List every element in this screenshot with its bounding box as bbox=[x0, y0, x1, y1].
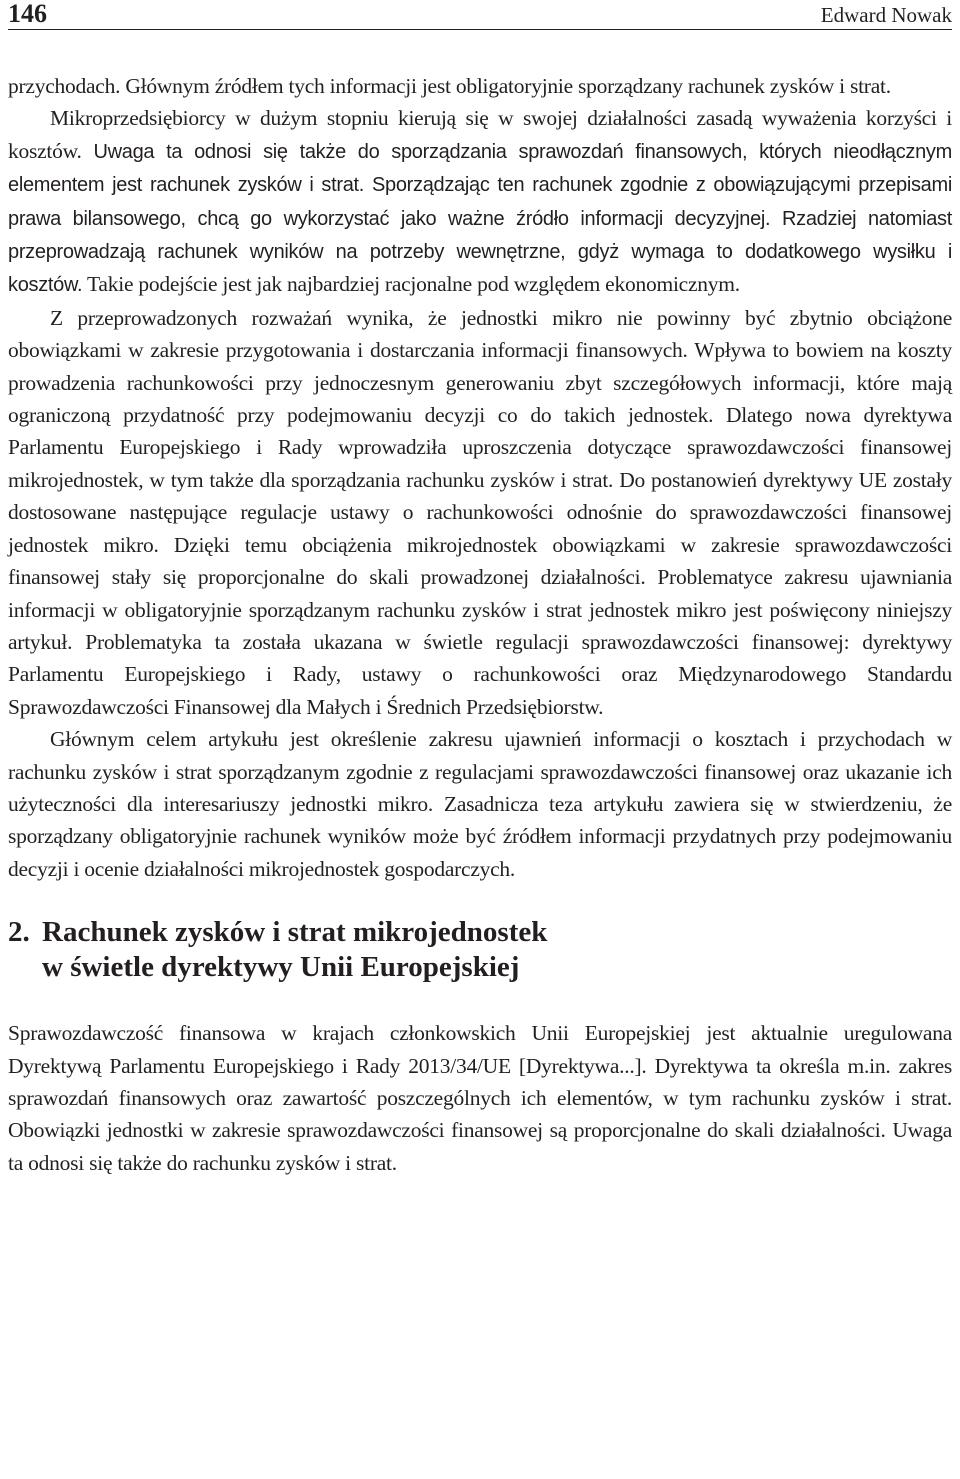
section-title-line: Rachunek zysków i strat mikrojednostek bbox=[42, 916, 548, 949]
section-body bbox=[8, 1017, 952, 1179]
paragraph-text: Głównym celem artykułu jest określenie zakresu ujawnień informacji o kosztach i przychodach w rachunku zysków i strat sporządzanym zgodnie z regulacjami sprawozdawczości finansowej oraz ukazanie ich użyteczności dla interesariuszy jednostki mikro. Zasadnicza teza artykułu zawiera się w stwierdzeniu, że sporządzany obligatoryjnie rachunek wyników może być źródłem informacji przydatnych przy podejmowaniu decyzji i ocenie działalności mikrojednostek gospodarczych. bbox=[8, 727, 952, 881]
paragraph-text: Sprawozdawczość finansowa w krajach członkowskich Unii Europejskiej jest aktualnie uregulowana Dyrektywą Parlamentu Europejskiego i Rady 2013/34/UE [Dyrektywa...]. Dyrektywa ta określa m.in. zakres sprawozdań finansowych oraz zawartość poszczególnych ich elementów, w tym rachunku zysków i strat. Obowiązki jednostki w zakresie sprawozdawczości finansowej są proporcjonalne do skali działalności. Uwaga ta odnosi się także do rachunku zysków i strat. bbox=[8, 1021, 952, 1175]
paragraph bbox=[8, 1017, 952, 1179]
paragraph-text: Takie podejście jest jak najbardziej racjonalne pod względem ekonomicznym. bbox=[82, 272, 740, 297]
paragraph bbox=[8, 302, 952, 723]
section-number: 2. bbox=[8, 916, 30, 949]
running-header-author: Edward Nowak bbox=[820, 3, 952, 27]
page-number: 146 bbox=[8, 0, 47, 28]
paragraph bbox=[8, 102, 952, 301]
paragraph bbox=[8, 723, 952, 885]
body-text bbox=[8, 70, 952, 885]
paragraph-text: Z przeprowadzonych rozważań wynika, że jednostki mikro nie powinny być zbytnio obciążone obowiązkami w zakresie przygotowania i dostarczania informacji finansowych. Wpływa to bowiem na koszty prowadzenia rachunkowości przy jednoczesnym generowaniu zbyt szczegółowych informacji, które mają ograniczoną przydatność przy podejmowaniu decyzji co do takich jednostek. Dlatego nowa dyrektywa Parlamentu Europejskiego i Rady wprowadziła uproszczenia dotyczące sprawozdawczości finansowej mikrojednostek, w tym także dla sporządzania rachunku zysków i strat. Do postanowień dyrektywy UE zostały dostosowane następujące regulacje ustawy o rachunkowości odnośnie do sprawozdawczości finansowej jednostek mikro. Dzięki temu obciążenia mikrojednostek obowiązkami w zakresie sprawozdawczości finansowej stały się proporcjonalne do skali prowadzonej działalności. Problematyce zakresu ujawniania informacji w obligatoryjnie sporządzanym rachunku zysków i strat jednostek mikro jest poświęcony niniejszy artykuł. Problematyka ta została ukazana w świetle regulacji sprawozdawczości finansowej: dyrektywy Parlamentu Europejskiego i Rady, ustawy o rachunkowości oraz Międzynarodowego Standardu Sprawozdawczości Finansowej dla Małych i Średnich Przedsiębiorstw. bbox=[8, 305, 952, 719]
running-header bbox=[8, 0, 952, 30]
section-title bbox=[42, 915, 952, 985]
paragraph-text: przychodach. Głównym źródłem tych informacji jest obligatoryjnie sporządzany rachunek zysków i strat. bbox=[8, 74, 891, 98]
section-title-line: w świetle dyrektywy Unii Europejskiej bbox=[42, 951, 520, 984]
section-heading bbox=[8, 915, 952, 985]
paragraph-text: Mikroprzedsiębiorcy w dużym stopniu kierują się w swojej działalności zasadą wyważenia korzyści i kosztów. bbox=[8, 106, 952, 163]
paragraph-text: Uwaga ta odnosi się także do sporządzania sprawozdań finansowych, których nieodłącznym elementem jest rachunek zysków i strat. Sporządzając ten rachunek zgodnie z obowiązującymi przepisami prawa bilansowego, chcą go wykorzystać jako ważne źródło informacji decyzyjnej. Rzadziej natomiast przeprowadzają rachunek wyników na potrzeby wewnętrzne, gdyż wymaga to dodatkowego wysiłku i kosztów. bbox=[8, 140, 952, 297]
paragraph bbox=[8, 70, 952, 102]
